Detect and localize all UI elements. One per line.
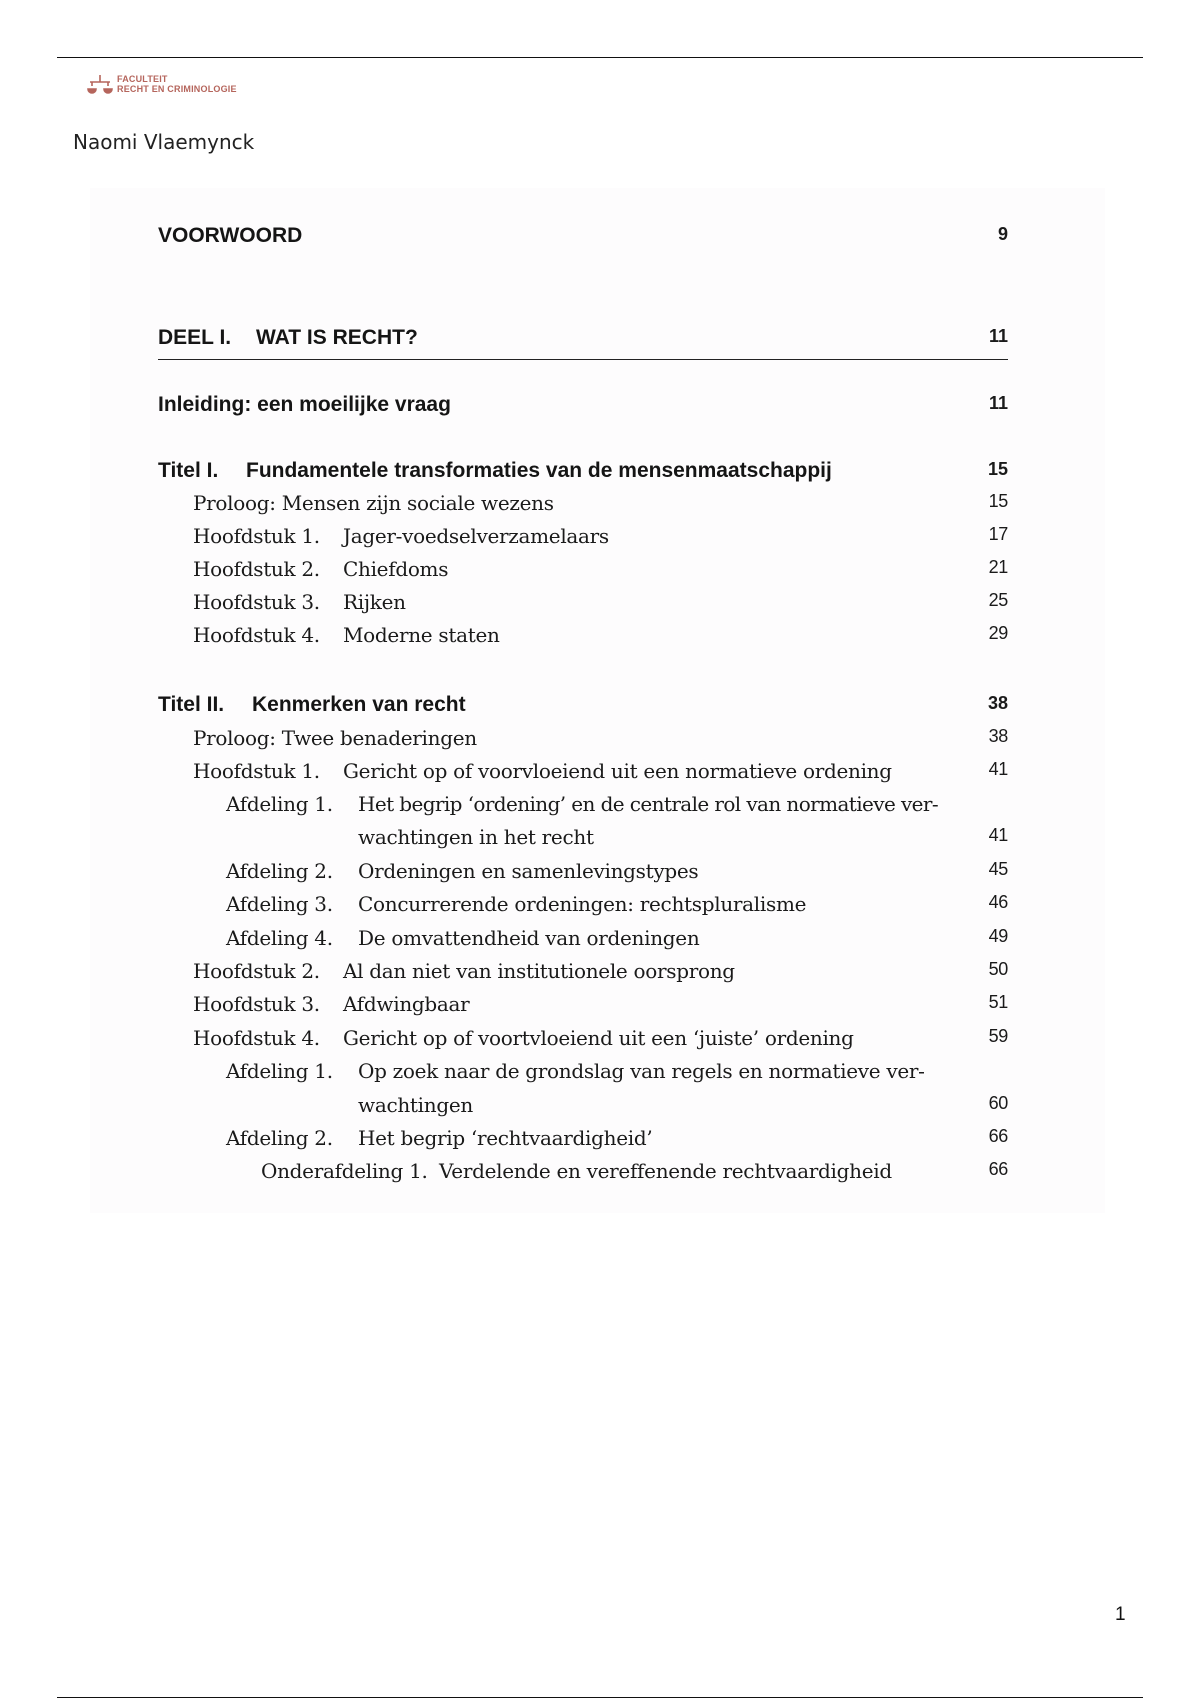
page-number: 1	[1115, 1604, 1126, 1625]
scales-icon	[86, 73, 114, 95]
faculty-name: FACULTEIT RECHT EN CRIMINOLOGIE	[117, 74, 237, 94]
footer-rule	[57, 1697, 1143, 1698]
author-name: Naomi Vlaemynck	[73, 130, 255, 154]
header-rule	[57, 57, 1143, 58]
faculty-logo	[86, 73, 237, 95]
deel-divider	[158, 359, 1008, 360]
